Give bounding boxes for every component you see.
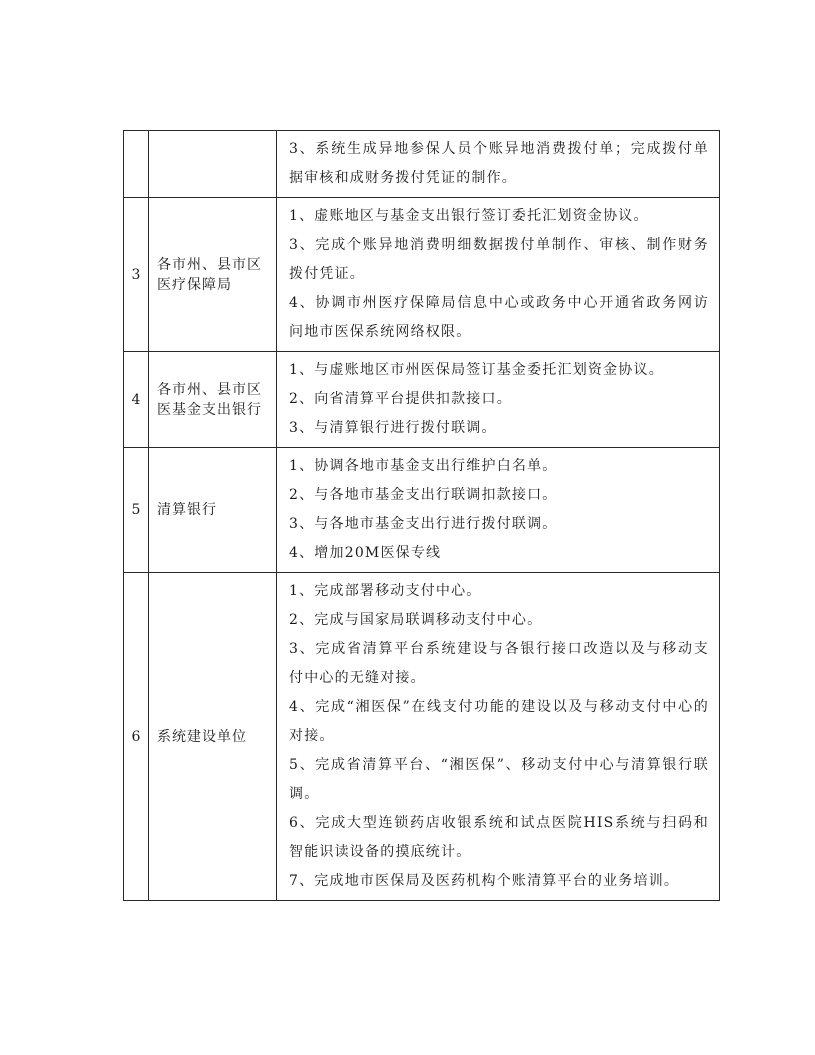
table-row: [124, 352, 720, 448]
responsible-unit: [149, 131, 277, 198]
table-row: [124, 131, 720, 198]
task-item: 3、系统生成异地参保人员个账异地消费拨付单；完成拨付单据审核和成财务拨付凭证的制作。: [289, 141, 709, 186]
task-item: 1、与虚账地区市州医保局签订基金委托汇划资金协议。: [289, 362, 664, 378]
row-number: 3: [124, 198, 149, 352]
task-item: 3、完成个账异地消费明细数据拨付单制作、审核、制作财务拨付凭证。: [289, 237, 709, 282]
task-item: 2、完成与国家局联调移动支付中心。: [289, 612, 543, 628]
task-item: 3、与清算银行进行拨付联调。: [289, 420, 497, 436]
task-item: 1、虚账地区与基金支出银行签订委托汇划资金协议。: [289, 208, 649, 224]
task-item: 1、协调各地市基金支出行维护白名单。: [289, 458, 558, 474]
row-number: 4: [124, 352, 149, 448]
task-item: 2、与各地市基金支出行联调扣款接口。: [289, 487, 558, 503]
responsible-unit: 各市州、县市区医疗保障局: [149, 198, 277, 352]
table-row: [124, 573, 720, 901]
task-item: 5、完成省清算平台、“湘医保”、移动支付中心与清算银行联调。: [289, 757, 709, 802]
task-item: 7、完成地市医保局及医药机构个账清算平台的业务培训。: [289, 873, 680, 889]
task-list: [277, 573, 720, 901]
responsible-unit: 系统建设单位: [149, 573, 277, 901]
responsibility-table: [123, 130, 720, 901]
task-item: 2、向省清算平台提供扣款接口。: [289, 391, 512, 407]
task-item: 1、完成部署移动支付中心。: [289, 583, 482, 599]
table-row: [124, 448, 720, 573]
responsible-unit: 各市州、县市区医基金支出银行: [149, 352, 277, 448]
row-number: [124, 131, 149, 198]
task-item: 6、完成大型连锁药店收银系统和试点医院HIS系统与扫码和智能识读设备的摸底统计。: [289, 815, 709, 860]
row-number: 5: [124, 448, 149, 573]
task-item: 4、完成“湘医保”在线支付功能的建设以及与移动支付中心的对接。: [289, 699, 709, 744]
row-number: 6: [124, 573, 149, 901]
responsible-unit: 清算银行: [149, 448, 277, 573]
task-list: [277, 198, 720, 352]
task-list: [277, 352, 720, 448]
task-list: [277, 131, 720, 198]
task-item: 4、增加20M医保专线: [289, 545, 442, 561]
task-item: 3、完成省清算平台系统建设与各银行接口改造以及与移动支付中心的无缝对接。: [289, 641, 709, 686]
task-item: 4、协调市州医疗保障局信息中心或政务中心开通省政务网访问地市医保系统网络权限。: [289, 295, 709, 340]
task-item: 3、与各地市基金支出行进行拨付联调。: [289, 516, 558, 532]
table-row: [124, 198, 720, 352]
task-list: [277, 448, 720, 573]
